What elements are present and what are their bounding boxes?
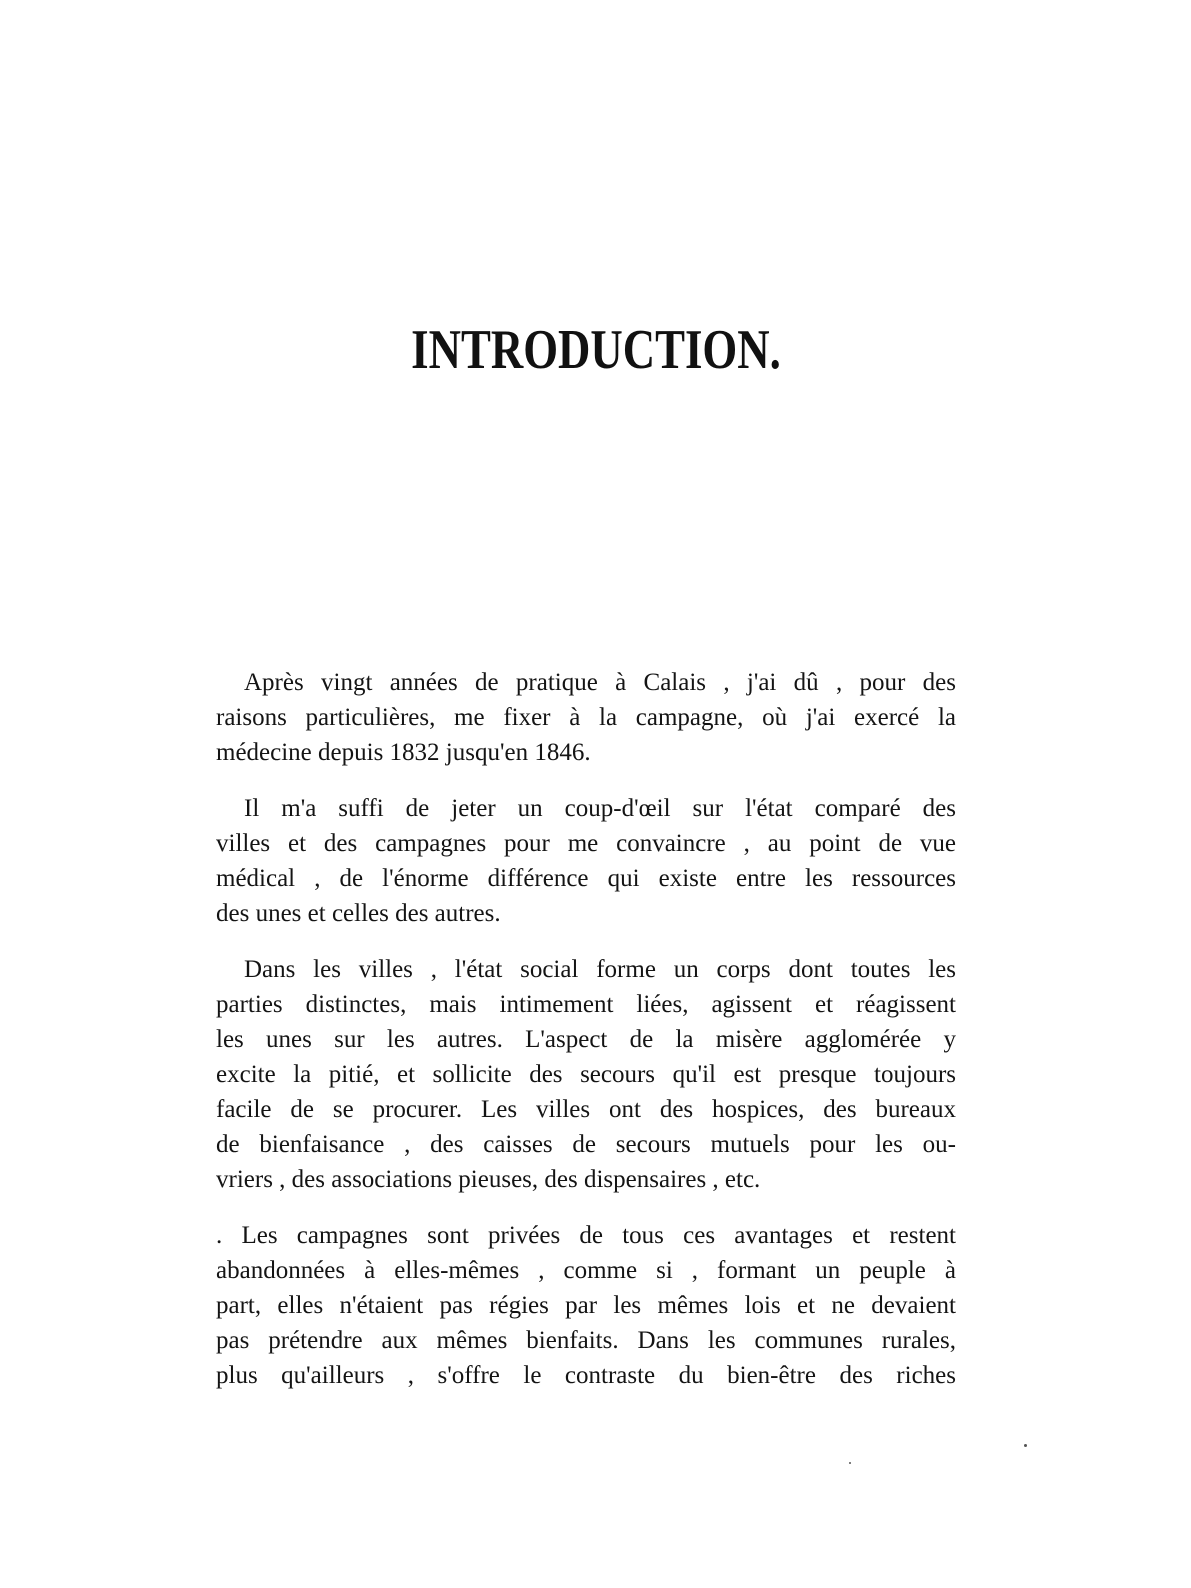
text-line: facile de se procurer. Les villes ont des hospices, des bureaux	[216, 1096, 956, 1123]
paragraph	[216, 791, 956, 931]
text-line: vriers , des associations pieuses, des dispensaires , etc.	[216, 1166, 761, 1193]
text-line: médical , de l'énorme différence qui existe entre les ressources	[216, 865, 956, 892]
scan-speck	[849, 1462, 851, 1464]
text-line: de bienfaisance , des caisses de secours mutuels pour les ou-	[216, 1131, 956, 1158]
body-text	[216, 665, 956, 1414]
text-line: les unes sur les autres. L'aspect de la misère agglomérée y	[216, 1026, 956, 1053]
paragraph	[216, 952, 956, 1197]
paragraph	[216, 665, 956, 770]
text-line: Dans les villes , l'état social forme un corps dont toutes les	[244, 956, 956, 983]
text-line: pas prétendre aux mêmes bienfaits. Dans les communes rurales,	[216, 1327, 956, 1354]
text-line: part, elles n'étaient pas régies par les mêmes lois et ne devaient	[216, 1292, 956, 1319]
text-line: raisons particulières, me fixer à la campagne, où j'ai exercé la	[216, 704, 956, 731]
text-line: abandonnées à elles-mêmes , comme si , formant un peuple à	[216, 1257, 956, 1284]
text-line: Après vingt années de pratique à Calais , j'ai dû , pour des	[244, 669, 956, 696]
text-line: excite la pitié, et sollicite des secours qu'il est presque toujours	[216, 1061, 956, 1088]
chapter-heading: INTRODUCTION.	[411, 319, 781, 381]
paragraph	[216, 1218, 956, 1393]
text-line: des unes et celles des autres.	[216, 900, 501, 927]
text-line: plus qu'ailleurs , s'offre le contraste du bien-être des riches	[216, 1362, 956, 1389]
text-line: Il m'a suffi de jeter un coup-d'œil sur l'état comparé des	[244, 795, 956, 822]
text-line: . Les campagnes sont privées de tous ces avantages et restent	[216, 1222, 956, 1249]
text-line: parties distinctes, mais intimement liées, agissent et réagissent	[216, 991, 956, 1018]
text-line: médecine depuis 1832 jusqu'en 1846.	[216, 739, 591, 766]
scan-speck	[1024, 1444, 1027, 1447]
text-line: villes et des campagnes pour me convaincre , au point de vue	[216, 830, 956, 857]
